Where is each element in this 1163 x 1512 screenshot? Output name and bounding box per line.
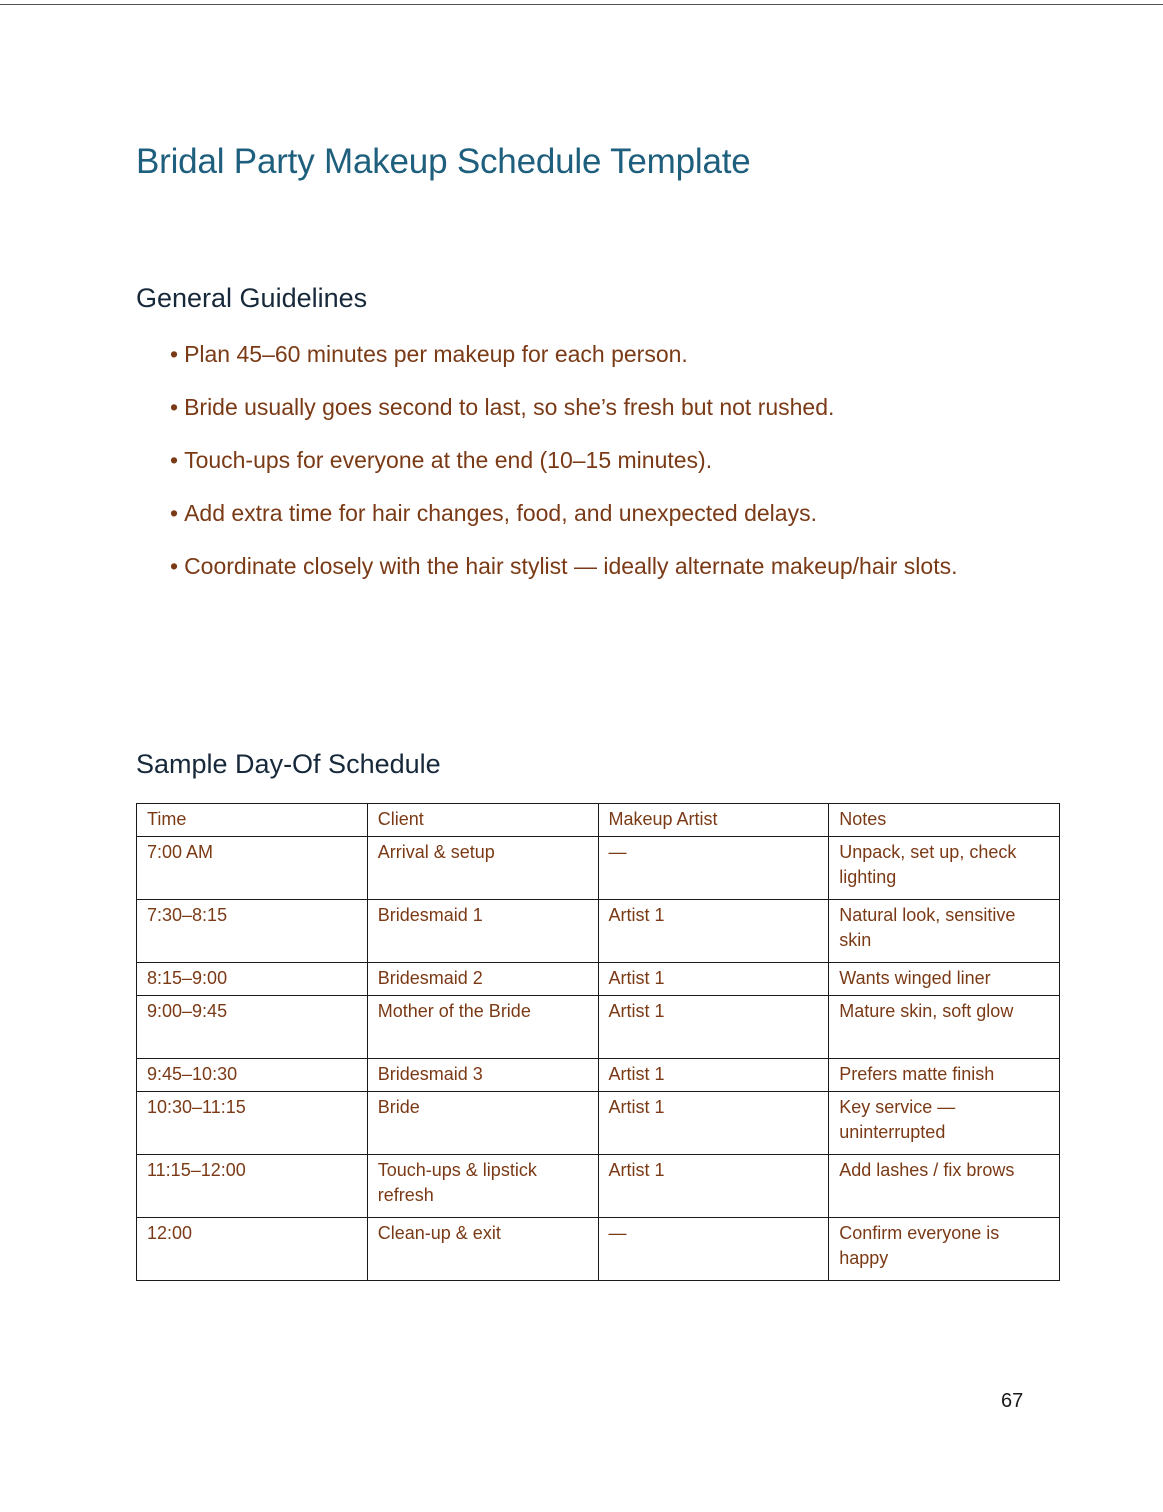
table-row <box>137 1059 1060 1092</box>
cell-time: 12:00 <box>137 1218 368 1281</box>
cell-client: Bride <box>367 1092 598 1155</box>
table-row <box>137 837 1060 900</box>
cell-artist: — <box>598 837 829 900</box>
page-title: Bridal Party Makeup Schedule Template <box>136 142 751 181</box>
bullet-icon: • <box>170 553 179 579</box>
table-row <box>137 1155 1060 1218</box>
table-header-row <box>137 804 1060 837</box>
cell-notes: Confirm everyone is happy <box>829 1218 1060 1281</box>
column-header-client: Client <box>367 804 598 837</box>
list-item <box>170 498 1030 529</box>
cell-artist: Artist 1 <box>598 1155 829 1218</box>
cell-notes: Add lashes / fix brows <box>829 1155 1060 1218</box>
bullet-icon: • <box>170 447 179 473</box>
cell-artist: — <box>598 1218 829 1281</box>
cell-notes: Prefers matte finish <box>829 1059 1060 1092</box>
bullet-icon: • <box>170 500 179 526</box>
cell-notes: Unpack, set up, check lighting <box>829 837 1060 900</box>
column-header-time: Time <box>137 804 368 837</box>
cell-notes: Natural look, sensitive skin <box>829 900 1060 963</box>
cell-artist: Artist 1 <box>598 963 829 996</box>
cell-client: Touch-ups & lipstick refresh <box>367 1155 598 1218</box>
bullet-icon: • <box>170 341 179 367</box>
guidelines-list <box>170 339 1030 607</box>
guidelines-heading: General Guidelines <box>136 283 368 313</box>
guideline-text: Touch-ups for everyone at the end (10–15 minutes). <box>184 447 713 473</box>
cell-time: 7:00 AM <box>137 837 368 900</box>
cell-time: 9:45–10:30 <box>137 1059 368 1092</box>
cell-client: Bridesmaid 2 <box>367 963 598 996</box>
page-top-rule <box>0 4 1163 5</box>
list-item <box>170 339 1030 370</box>
cell-artist: Artist 1 <box>598 1059 829 1092</box>
table-row <box>137 1218 1060 1281</box>
cell-client: Clean-up & exit <box>367 1218 598 1281</box>
guideline-text: Bride usually goes second to last, so she’s fresh but not rushed. <box>184 394 835 420</box>
schedule-table <box>136 803 1060 1281</box>
cell-artist: Artist 1 <box>598 996 829 1059</box>
cell-notes: Key service — uninterrupted <box>829 1092 1060 1155</box>
guideline-text: Plan 45–60 minutes per makeup for each person. <box>184 341 688 367</box>
cell-time: 10:30–11:15 <box>137 1092 368 1155</box>
column-header-notes: Notes <box>829 804 1060 837</box>
schedule-heading: Sample Day-Of Schedule <box>136 749 441 779</box>
list-item <box>170 392 1030 423</box>
cell-notes: Wants winged liner <box>829 963 1060 996</box>
table-row <box>137 900 1060 963</box>
table-row <box>137 963 1060 996</box>
guideline-text: Coordinate closely with the hair stylist — ideally alternate makeup/hair slots. <box>184 553 958 579</box>
column-header-artist: Makeup Artist <box>598 804 829 837</box>
list-item <box>170 547 1030 585</box>
cell-time: 11:15–12:00 <box>137 1155 368 1218</box>
list-item <box>170 445 1030 476</box>
cell-client: Bridesmaid 1 <box>367 900 598 963</box>
cell-time: 8:15–9:00 <box>137 963 368 996</box>
cell-artist: Artist 1 <box>598 1092 829 1155</box>
page-number: 67 <box>1001 1390 1024 1412</box>
table-row <box>137 1092 1060 1155</box>
guideline-text: Add extra time for hair changes, food, and unexpected delays. <box>184 500 817 526</box>
cell-time: 9:00–9:45 <box>137 996 368 1059</box>
cell-time: 7:30–8:15 <box>137 900 368 963</box>
bullet-icon: • <box>170 394 179 420</box>
cell-client: Bridesmaid 3 <box>367 1059 598 1092</box>
cell-client: Arrival & setup <box>367 837 598 900</box>
table-row <box>137 996 1060 1059</box>
cell-notes: Mature skin, soft glow <box>829 996 1060 1059</box>
cell-artist: Artist 1 <box>598 900 829 963</box>
cell-client: Mother of the Bride <box>367 996 598 1059</box>
